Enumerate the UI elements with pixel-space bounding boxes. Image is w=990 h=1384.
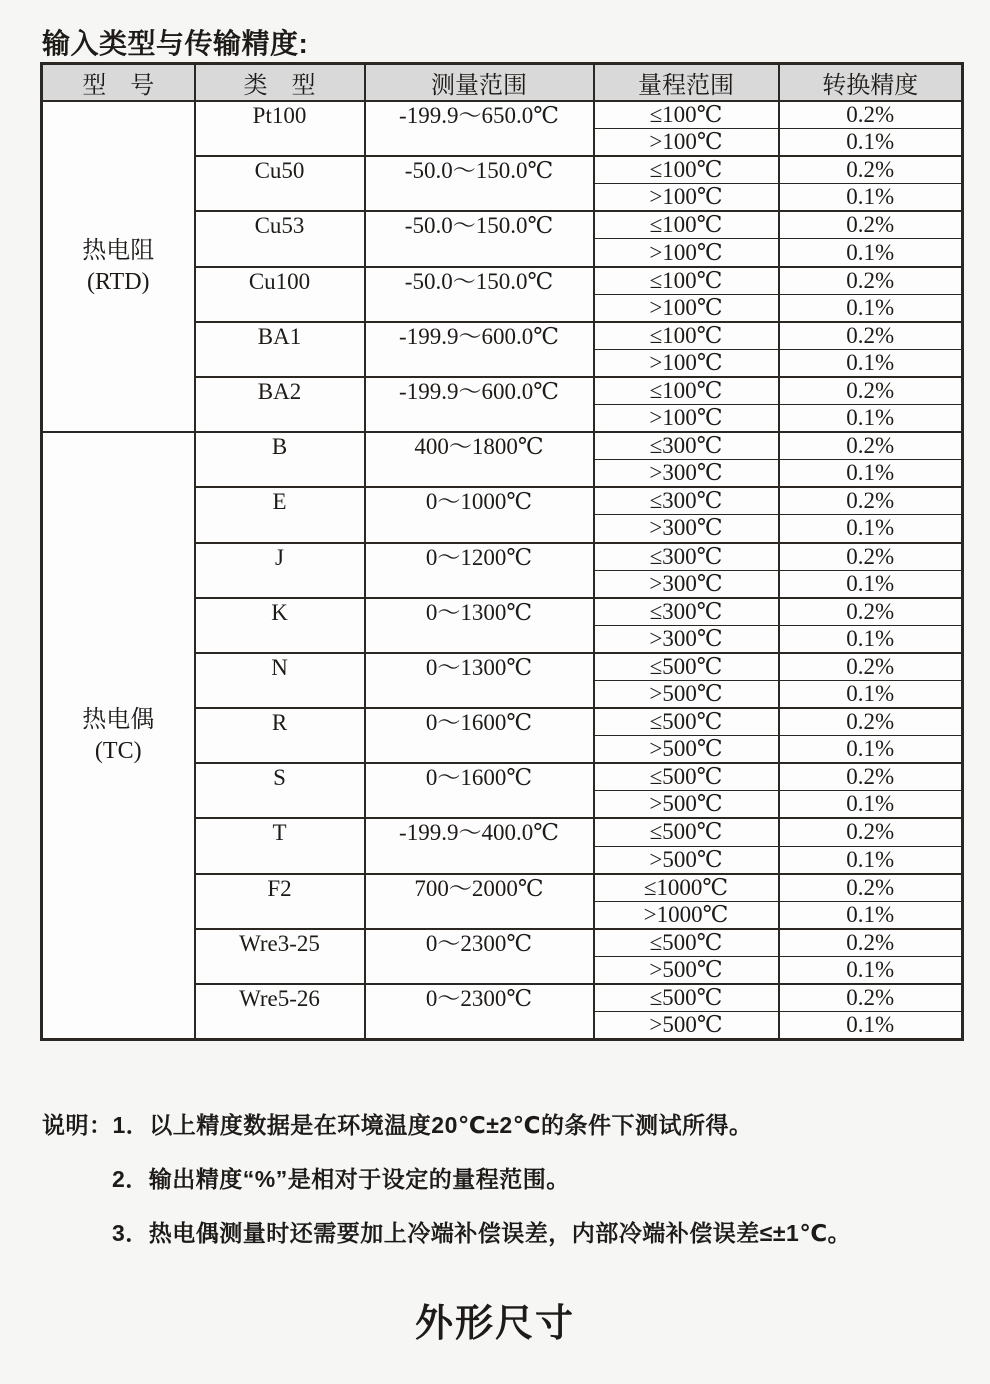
note-item-3: 3．热电偶测量时还需要加上冷端补偿误差，内部冷端补偿误差≤±1℃。 <box>112 1220 852 1246</box>
col-header-model: 型 号 <box>42 64 195 102</box>
acc-cell: 0.2% <box>779 377 963 405</box>
range-cell: -199.9～400.0℃ <box>365 818 594 873</box>
range-cell: 0～1300℃ <box>365 598 594 653</box>
acc-cell: 0.2% <box>779 984 963 1012</box>
acc-cell: 0.1% <box>779 791 963 819</box>
span-cell: ≤100℃ <box>594 211 779 239</box>
span-cell: >1000℃ <box>594 901 779 929</box>
type-cell: Cu53 <box>195 211 365 266</box>
range-cell: 0～1600℃ <box>365 708 594 763</box>
span-cell: ≤100℃ <box>594 322 779 350</box>
span-cell: ≤100℃ <box>594 156 779 184</box>
span-cell: ≤500℃ <box>594 929 779 957</box>
acc-cell: 0.2% <box>779 818 963 846</box>
span-cell: ≤500℃ <box>594 763 779 791</box>
span-cell: >500℃ <box>594 680 779 708</box>
col-header-type: 类 型 <box>195 64 365 102</box>
acc-cell: 0.1% <box>779 956 963 984</box>
type-cell: BA2 <box>195 377 365 432</box>
span-cell: >100℃ <box>594 184 779 212</box>
acc-cell: 0.2% <box>779 487 963 515</box>
span-cell: >100℃ <box>594 129 779 157</box>
acc-cell: 0.1% <box>779 625 963 653</box>
acc-cell: 0.1% <box>779 736 963 764</box>
notes-block <box>42 1098 851 1260</box>
note-item-2: 2．输出精度“%”是相对于设定的量程范围。 <box>112 1166 570 1192</box>
type-cell: K <box>195 598 365 653</box>
acc-cell: 0.1% <box>779 184 963 212</box>
range-cell: 0～1200℃ <box>365 543 594 598</box>
acc-cell: 0.1% <box>779 901 963 929</box>
type-cell: B <box>195 432 365 487</box>
acc-cell: 0.1% <box>779 846 963 874</box>
range-cell: -50.0～150.0℃ <box>365 267 594 322</box>
note-item-1: 1．以上精度数据是在环境温度20℃±2℃的条件下测试所得。 <box>112 1112 753 1138</box>
notes-label: 说明： <box>42 1112 113 1138</box>
acc-cell: 0.2% <box>779 267 963 295</box>
span-cell: ≤1000℃ <box>594 874 779 902</box>
type-cell: Cu100 <box>195 267 365 322</box>
span-cell: >300℃ <box>594 460 779 488</box>
span-cell: ≤500℃ <box>594 818 779 846</box>
range-cell: 0～1600℃ <box>365 763 594 818</box>
acc-cell: 0.1% <box>779 294 963 322</box>
type-cell: F2 <box>195 874 365 929</box>
acc-cell: 0.2% <box>779 653 963 681</box>
col-header-range: 测量范围 <box>365 64 594 102</box>
range-cell: -199.9～650.0℃ <box>365 101 594 156</box>
span-cell: >100℃ <box>594 405 779 433</box>
acc-cell: 0.2% <box>779 432 963 460</box>
acc-cell: 0.1% <box>779 515 963 543</box>
range-cell: 0～1300℃ <box>365 653 594 708</box>
type-cell: Pt100 <box>195 101 365 156</box>
span-cell: ≤100℃ <box>594 101 779 129</box>
acc-cell: 0.1% <box>779 349 963 377</box>
type-cell: N <box>195 653 365 708</box>
type-cell: R <box>195 708 365 763</box>
span-cell: >100℃ <box>594 294 779 322</box>
acc-cell: 0.1% <box>779 570 963 598</box>
col-header-span: 量程范围 <box>594 64 779 102</box>
span-cell: ≤500℃ <box>594 708 779 736</box>
acc-cell: 0.2% <box>779 874 963 902</box>
span-cell: >500℃ <box>594 1012 779 1040</box>
type-cell: Cu50 <box>195 156 365 211</box>
span-cell: >100℃ <box>594 349 779 377</box>
model-name: 热电阻 <box>82 237 155 264</box>
span-cell: ≤500℃ <box>594 984 779 1012</box>
acc-cell: 0.2% <box>779 929 963 957</box>
range-cell: 0～2300℃ <box>365 929 594 984</box>
note-line-1 <box>42 1098 851 1152</box>
table-header-row <box>42 64 963 102</box>
acc-cell: 0.1% <box>779 239 963 267</box>
acc-cell: 0.1% <box>779 460 963 488</box>
range-cell: -50.0～150.0℃ <box>365 211 594 266</box>
range-cell: -199.9～600.0℃ <box>365 377 594 432</box>
span-cell: ≤300℃ <box>594 543 779 571</box>
acc-cell: 0.2% <box>779 211 963 239</box>
model-name: 热电偶 <box>82 706 155 733</box>
col-header-accuracy: 转换精度 <box>779 64 963 102</box>
type-cell: T <box>195 818 365 873</box>
model-cell <box>42 101 195 432</box>
span-cell: ≤300℃ <box>594 598 779 626</box>
acc-cell: 0.2% <box>779 708 963 736</box>
model-sub: (RTD) <box>86 268 150 295</box>
acc-cell: 0.1% <box>779 1012 963 1040</box>
span-cell: ≤100℃ <box>594 377 779 405</box>
span-cell: >500℃ <box>594 846 779 874</box>
span-cell: ≤300℃ <box>594 487 779 515</box>
type-cell: Wre3-25 <box>195 929 365 984</box>
type-cell: J <box>195 543 365 598</box>
acc-cell: 0.1% <box>779 405 963 433</box>
acc-cell: 0.2% <box>779 322 963 350</box>
span-cell: ≤300℃ <box>594 432 779 460</box>
acc-cell: 0.2% <box>779 543 963 571</box>
model-sub: (TC) <box>94 737 142 764</box>
table-row <box>42 101 963 129</box>
accuracy-spec-table <box>40 62 964 1041</box>
type-cell: S <box>195 763 365 818</box>
table-row <box>42 432 963 460</box>
range-cell: 700～2000℃ <box>365 874 594 929</box>
type-cell: E <box>195 487 365 542</box>
range-cell: -199.9～600.0℃ <box>365 322 594 377</box>
section-title: 外形尺寸 <box>414 1303 575 1345</box>
acc-cell: 0.2% <box>779 101 963 129</box>
span-cell: >300℃ <box>594 570 779 598</box>
span-cell: ≤100℃ <box>594 267 779 295</box>
acc-cell: 0.2% <box>779 156 963 184</box>
acc-cell: 0.2% <box>779 763 963 791</box>
span-cell: >500℃ <box>594 736 779 764</box>
range-cell: 0～1000℃ <box>365 487 594 542</box>
acc-cell: 0.1% <box>779 129 963 157</box>
span-cell: >300℃ <box>594 515 779 543</box>
range-cell: -50.0～150.0℃ <box>365 156 594 211</box>
span-cell: >500℃ <box>594 956 779 984</box>
range-cell: 0～2300℃ <box>365 984 594 1040</box>
span-cell: >500℃ <box>594 791 779 819</box>
acc-cell: 0.1% <box>779 680 963 708</box>
type-cell: BA1 <box>195 322 365 377</box>
span-cell: >300℃ <box>594 625 779 653</box>
range-cell: 400～1800℃ <box>365 432 594 487</box>
page-title: 输入类型与传输精度: <box>42 28 309 59</box>
span-cell: ≤500℃ <box>594 653 779 681</box>
table-body <box>42 101 963 1040</box>
acc-cell: 0.2% <box>779 598 963 626</box>
header-row <box>42 64 963 102</box>
type-cell: Wre5-26 <box>195 984 365 1040</box>
model-cell <box>42 432 195 1039</box>
span-cell: >100℃ <box>594 239 779 267</box>
